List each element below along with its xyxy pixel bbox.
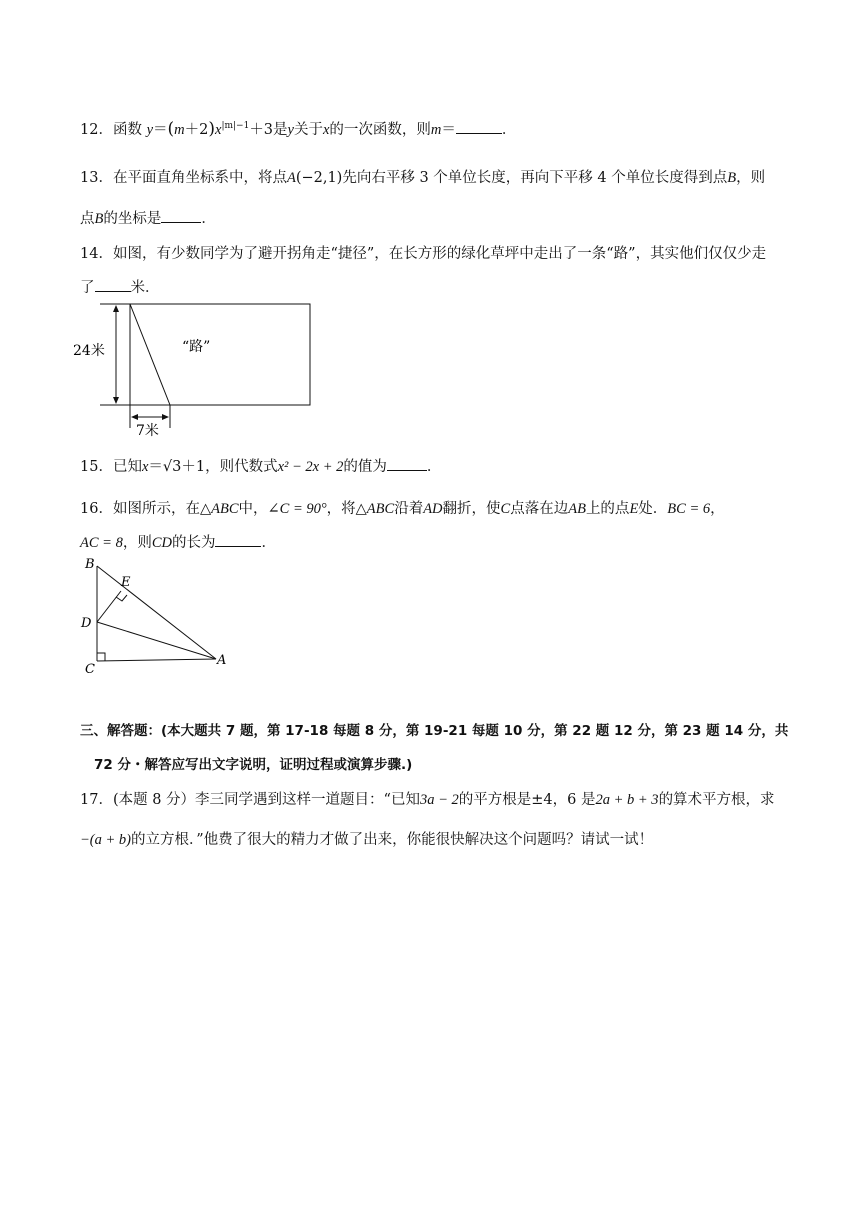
q17-text-b: 的平方根是 — [458, 792, 532, 808]
q13-point-a: A — [286, 170, 296, 186]
q13-text-d: 点 — [80, 211, 95, 227]
segment-ca — [97, 659, 216, 661]
q12-tail: 的一次函数，则 — [329, 122, 431, 138]
q13-text-a: 13．在平面直角坐标系中，将点 — [80, 170, 287, 186]
label-c: C — [85, 662, 95, 677]
q17-text-d: 的算术平方根，求 — [658, 792, 775, 808]
q12-var-x2: x — [322, 122, 330, 138]
q14-answer-blank[interactable] — [95, 290, 131, 292]
road-path — [130, 304, 170, 405]
q16-tri: △ABC — [199, 501, 239, 517]
q17-expr1: 3a − 2 — [419, 792, 459, 808]
q16-ad: AD — [423, 501, 443, 517]
section-3-heading-line-2 — [94, 753, 412, 773]
q13-text-b: 先向右平移 3 个单位长度，再向下平移 4 个单位长度得到点 — [342, 170, 728, 186]
question-14-line-1 — [80, 242, 766, 263]
question-14-line-2 — [80, 276, 160, 297]
q12-end: ． — [501, 122, 517, 138]
q13-text-e: 的坐标是 — [103, 211, 162, 227]
q14-figure — [70, 296, 320, 441]
q15-end: ． — [426, 459, 442, 475]
question-12 — [80, 118, 516, 139]
q12-rparen: ) — [208, 119, 215, 139]
label-e: E — [121, 575, 131, 590]
q14-text-2b: 米． — [130, 280, 160, 296]
lawn-rectangle — [130, 304, 310, 405]
q17-text-a: 17．(本题 8 分）李三同学遇到这样一道题目：“已知 — [80, 792, 420, 808]
q16-text-b: 中， — [238, 501, 268, 517]
q16-cd: CD — [151, 535, 172, 551]
q17-expr2: 2a + b + 3 — [595, 792, 659, 808]
label-b: B — [85, 557, 95, 572]
q14-text-2a: 了 — [80, 280, 95, 296]
q15-sqrt: √3 — [162, 459, 182, 475]
q15-plus1: ＋1 — [181, 459, 206, 475]
q12-is: 是 — [273, 122, 288, 138]
q13-point-b2: B — [94, 211, 104, 227]
side-label: 24米 — [73, 343, 105, 359]
q16-tri2: △ABC — [355, 501, 395, 517]
q16-text-j: 的长为 — [171, 535, 216, 551]
q16-ac: AC = 8 — [80, 535, 123, 551]
q16-end: ． — [261, 535, 276, 551]
q12-var-y2: y — [287, 122, 294, 138]
q12-var-m: m — [174, 122, 185, 138]
q17-text-c: ，6 是 — [552, 792, 596, 808]
q16-text-f: 点落在边 — [510, 501, 569, 517]
q15-var-x: x — [141, 459, 149, 475]
q12-lparen: ( — [167, 119, 175, 139]
q13-end: ． — [201, 211, 216, 227]
q12-number: 12． — [80, 122, 113, 138]
q12-eq: ＝ — [153, 122, 168, 138]
q15-eq: ＝ — [148, 459, 163, 475]
q12-pre: 函数 — [112, 122, 142, 138]
q16-text-c: ，将 — [326, 501, 356, 517]
q12-var-x: x — [215, 122, 222, 138]
q17-expr3: −(a + b) — [80, 832, 131, 848]
label-d: D — [81, 616, 92, 631]
right-angle-c — [97, 653, 105, 661]
section-3-text-1: 三、解答题：(本大题共 7 题，第 17-18 每题 8 分，第 19-21 每题 10 分，第 22 题 12 分，第 23 题 14 分，共 — [80, 723, 789, 739]
q16-angle: ∠C = 90° — [267, 501, 327, 517]
q16-answer-blank[interactable] — [215, 545, 261, 547]
q13-text-c: ，则 — [736, 170, 766, 186]
segment-ad — [97, 622, 216, 659]
question-17-line-2 — [80, 828, 653, 849]
section-3-text-2: 72 分・解答应写出文字说明，证明过程或演算步骤.) — [94, 757, 413, 773]
road-label: “路” — [182, 339, 211, 355]
q12-answer-blank[interactable] — [456, 132, 502, 134]
q16-ab: AB — [568, 501, 586, 517]
q15-number: 15．已知 — [80, 459, 142, 475]
q12-var-y: y — [146, 122, 153, 138]
question-16-line-1 — [80, 497, 725, 518]
segment-de — [97, 591, 121, 622]
q16-e: E — [629, 501, 639, 517]
q17-text-e: 的立方根．”他费了很大的精力才做了出来，你能很快解决这个问题吗？请试一试！ — [130, 832, 654, 848]
side-arrowhead-top — [113, 305, 119, 312]
q16-bc: BC = 6 — [667, 501, 711, 517]
q15-tail: 的值为 — [343, 459, 387, 475]
q16-text-g: 上的点 — [585, 501, 630, 517]
question-17-line-1 — [80, 788, 775, 809]
section-3-heading-line-1 — [80, 719, 788, 739]
q16-text-a: 16．如图所示，在 — [80, 501, 200, 517]
question-13-line-2 — [80, 207, 216, 228]
question-16-line-2 — [80, 531, 276, 552]
q13-answer-blank[interactable] — [161, 221, 201, 223]
q15-answer-blank[interactable] — [387, 469, 427, 471]
q16-c: C — [500, 501, 511, 517]
q12-plus3: ＋3 — [249, 122, 274, 138]
q12-eq2: ＝ — [441, 122, 456, 138]
side-arrowhead-bottom — [113, 397, 119, 404]
q17-pm4: ±4 — [531, 792, 553, 808]
segment-ab — [97, 566, 216, 659]
q12-plus2: ＋2 — [184, 122, 209, 138]
question-13-line-1 — [80, 166, 765, 187]
label-a: A — [217, 653, 227, 668]
q12-about: 关于 — [293, 122, 323, 138]
q16-comma: ， — [710, 501, 725, 517]
q14-text-1: 14．如图，有少数同学为了避开拐角走“捷径”，在长方形的绿化草坪中走出了一条“路”，其实他们仅仅少走 — [80, 246, 767, 262]
q16-text-i: ，则 — [122, 535, 152, 551]
q15-mid: ，则代数式 — [205, 459, 278, 475]
bottom-arrowhead-right — [162, 414, 169, 420]
bottom-label: 7米 — [136, 423, 159, 439]
q13-point-b: B — [727, 170, 737, 186]
question-15 — [80, 455, 441, 476]
q13-coords: (−2,1) — [295, 170, 343, 186]
q12-var-m2: m — [430, 122, 442, 138]
q16-text-h: 处． — [638, 501, 668, 517]
bottom-arrowhead-left — [131, 414, 138, 420]
q16-figure — [76, 556, 236, 678]
q15-poly: x² − 2x + 2 — [277, 459, 344, 475]
q16-text-e: 翻折，使 — [442, 501, 501, 517]
q12-exponent: |m|−1 — [221, 121, 250, 132]
q16-text-d: 沿着 — [394, 501, 424, 517]
